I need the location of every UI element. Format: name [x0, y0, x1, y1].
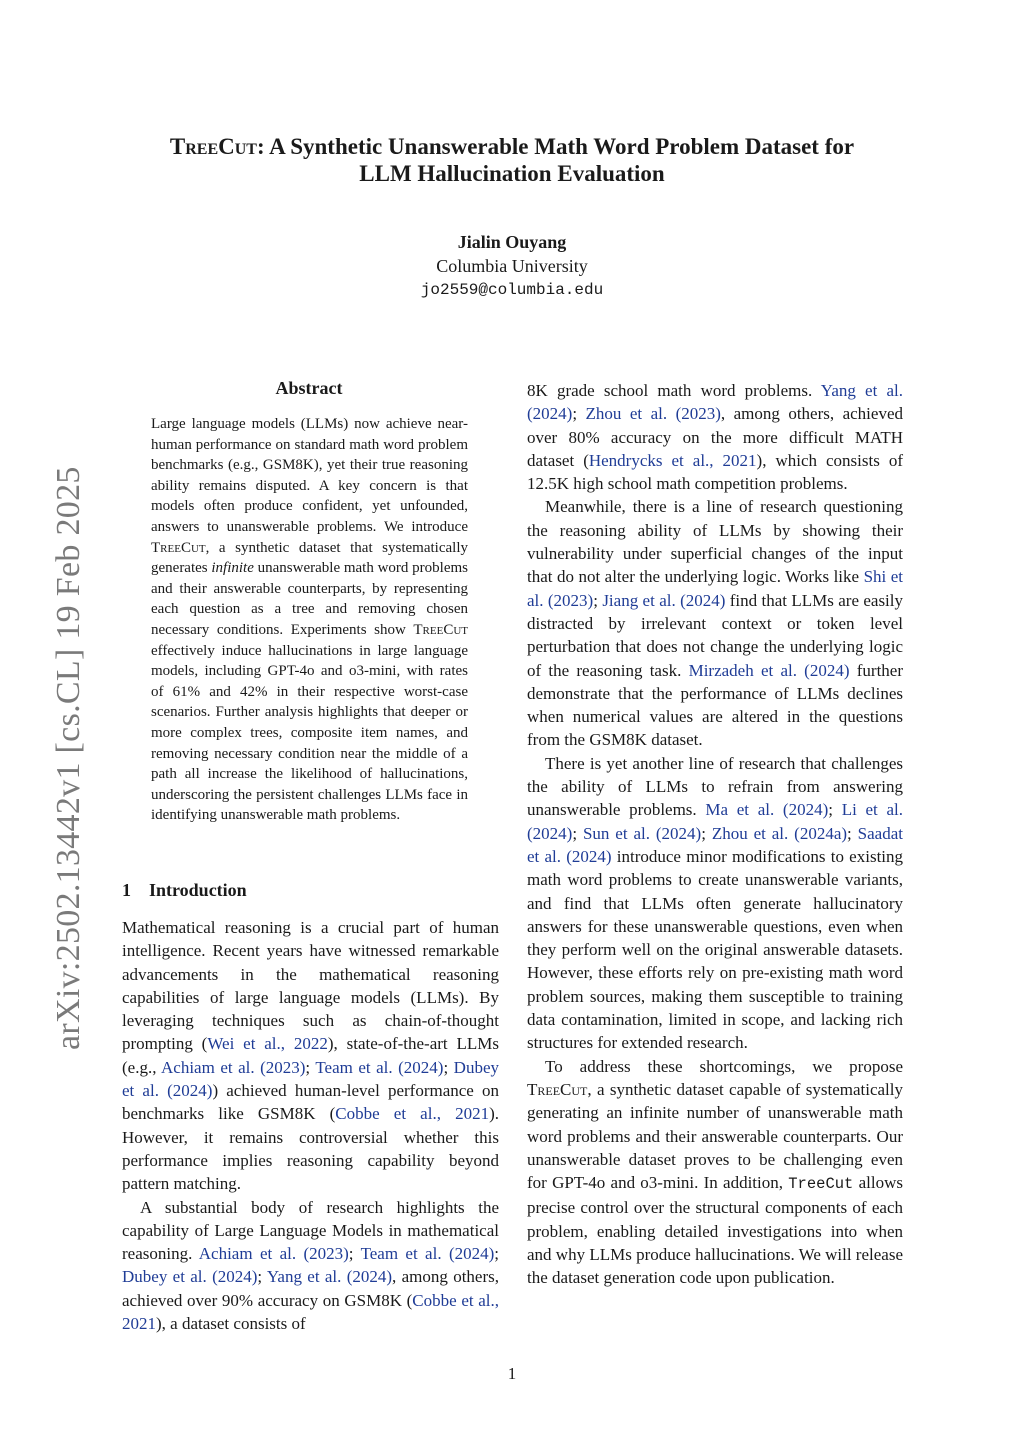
citation-link[interactable]: Zhou et al. (2023) — [585, 404, 721, 424]
citation-link[interactable]: Cobbe et al., 2021 — [122, 1290, 499, 1334]
citation-link[interactable]: Ma et al. (2024) — [705, 800, 829, 820]
intro-paragraph-2: A substantial body of research highlights the capability of Large Language Models in mathematical reasoning. Achiam et al. (2023); Team et al. (2024); Dubey et al. (2024); Yang et al. (2024), among others, achieved over 90% accuracy on GSM8K (Cobbe et al., 2021), a dataset consists of — [122, 1197, 499, 1334]
right-paragraph-1: 8K grade school math word problems. Yang et al. (2024); Zhou et al. (2023), among others, achieved over 80% accuracy on the more difficult MATH dataset (Hendrycks et al., 2021), which consists of 12.5K high school math competition problems. — [527, 381, 903, 494]
citation-link[interactable]: Li et al. (2024) — [527, 800, 903, 843]
dataset-name: TreeCut — [169, 134, 257, 159]
citation-link[interactable]: Team et al. (2024) — [360, 1244, 495, 1264]
right-paragraph-3: There is yet another line of research that challenges the ability of LLMs to refrain from answering unanswerable problems. Ma et al. (2024); Li et al. (2024); Sun et al. (2024); Zhou et al. (2024a); Saadat et al. (2024) introduce minor modifications to existing math word problems to create unanswerable variants, and find that LLMs often generate hallucinatory answers for these unanswerable questions, even when they perform well on the original answerable datasets. However, these efforts rely on pre-existing math word problem sources, making them susceptible to training data contamination, limited in scope, and lacking rich structures for extended research. — [527, 753, 904, 1053]
abstract-body: Large language models (LLMs) now achieve near-human performance on standard math word problem benchmarks (e.g., GSM8K), yet their true reasoning ability remains disputed. A key concern is that models often produce confident, yet unfounded, answers to unanswerable problems. We introduce TreeCut, a synthetic dataset that systematically generates infinite unanswerable math word problems and their answerable counterparts, by representing each question as a tree and removing chosen necessary conditions. Experiments show TreeCut effectively induce hallucinations in large language models, including GPT-4o and o3-mini, with rates of 61% and 42% in their respective worst-case scenarios. Further analysis highlights that deeper or more complex trees, composite item names, and removing necessary condition near the middle of a path all increase the likelihood of hallucinations, underscoring the persistent challenges LLMs face in identifying unanswerable math problems. — [151, 416, 468, 824]
citation-link[interactable]: Yang et al. (2024) — [527, 381, 903, 424]
abstract-heading: Abstract — [275, 378, 343, 398]
citation-link[interactable]: Achiam et al. (2023) — [161, 1057, 306, 1077]
author-email: jo2559@columbia.edu — [420, 281, 604, 299]
right-column — [527, 379, 903, 1290]
paper-title — [0, 133, 1024, 187]
citation-link[interactable]: Dubey et al. (2024) — [122, 1267, 258, 1287]
citation-link[interactable]: Dubey et al. (2024) — [122, 1057, 499, 1101]
citation-link[interactable]: Hendrycks et al., 2021 — [588, 450, 757, 470]
right-paragraph-4: To address these shortcomings, we propose TreeCut, a synthetic dataset capable of systematically generating an infinite number of unanswerable math word problems and their answerable counterparts. Our unanswerable dataset proves to be challenging even for GPT-4o and o3-mini. In addition, TreeCut allows precise control over the structural components of each problem, enabling detailed investigations into when and why LLMs produce hallucinations. We will release the dataset generation code upon publication. — [527, 1056, 904, 1288]
title-line-1: TreeCut: A Synthetic Unanswerable Math Word Problem Dataset for — [169, 134, 855, 159]
citation-link[interactable]: Cobbe et al., 2021 — [335, 1104, 490, 1124]
right-paragraph-2: Meanwhile, there is a line of research questioning the reasoning ability of LLMs by showing their vulnerability under superficial changes of the input that do not alter the underlying logic. Works like Shi et al. (2023); Jiang et al. (2024) find that LLMs are easily distracted by irrelevant context or token level perturbation that does not change the underlying logic of the reasoning task. Mirzadeh et al. (2024) further demonstrate that the performance of LLMs declines when numerical values are altered in the questions from the GSM8K dataset. — [527, 497, 904, 750]
section-heading-introduction: 1 Introduction — [122, 880, 247, 900]
author-affiliation: Columbia University — [436, 256, 588, 276]
citation-link[interactable]: Yang et al. (2024) — [266, 1267, 393, 1287]
citation-link[interactable]: Saadat et al. (2024) — [527, 823, 903, 866]
citation-link[interactable]: Mirzadeh et al. (2024) — [688, 660, 850, 680]
citation-link[interactable]: Sun et al. (2024) — [582, 823, 702, 843]
left-column — [122, 916, 499, 1335]
citation-link[interactable]: Achiam et al. (2023) — [198, 1244, 349, 1264]
author-block — [0, 230, 1024, 302]
citation-link[interactable]: Jiang et al. (2024) — [602, 590, 726, 610]
intro-paragraph-1: Mathematical reasoning is a crucial part of human intelligence. Recent years have witnessed remarkable advancements in the mathematical reasoning capabilities of large language models (LLMs). By leveraging techniques such as chain-of-thought prompting (Wei et al., 2022), state-of-the-art LLMs (e.g., Achiam et al. (2023); Team et al. (2024); Dubey et al. (2024)) achieved human-level performance on benchmarks like GSM8K (Cobbe et al., 2021). However, it remains controversial whether this performance implies reasoning capability beyond pattern matching. — [122, 918, 500, 1194]
citation-link[interactable]: Zhou et al. (2024a) — [711, 823, 848, 843]
author-name: Jialin Ouyang — [457, 232, 567, 252]
title-line-2: LLM Hallucination Evaluation — [359, 161, 665, 186]
citation-link[interactable]: Shi et al. (2023) — [527, 567, 903, 610]
citation-link[interactable]: Team et al. (2024) — [315, 1057, 444, 1077]
page-number: 1 — [507, 1364, 517, 1383]
arxiv-stamp: arXiv:2502.13442v1 [cs.CL] 19 Feb 2025 — [50, 466, 87, 1050]
citation-link[interactable]: Wei et al., 2022 — [207, 1034, 328, 1054]
